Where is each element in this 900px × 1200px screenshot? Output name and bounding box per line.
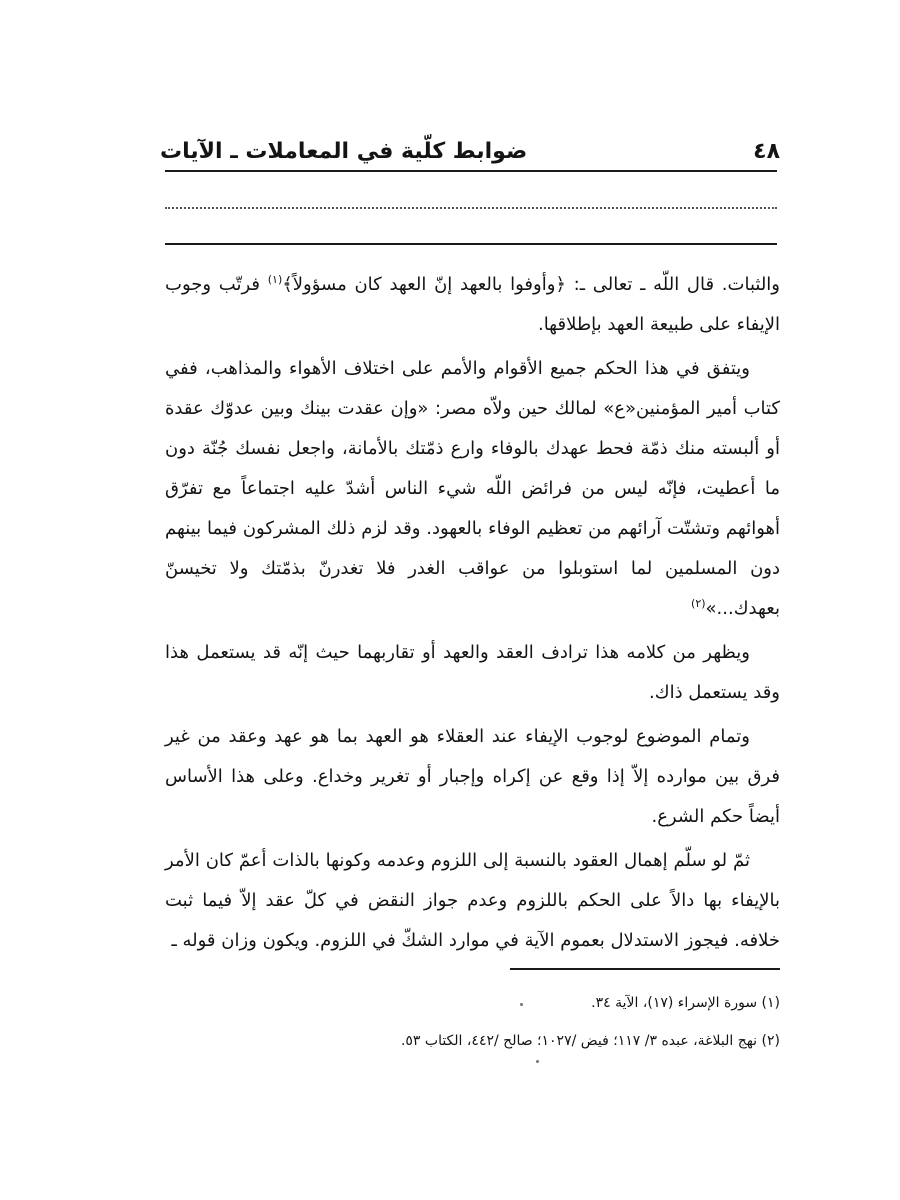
footnotes — [165, 990, 780, 1066]
main-text — [165, 265, 780, 965]
paragraph-text: ويتفق في هذا الحكم جميع الأقوام والأمم على اختلاف الأهواء والمذاهب، ففي كتاب أمير المؤمنين«ع» لمالك حين ولاّه مصر: «وإن عقدت بينك وبين عدوّك عقدة أو ألبسته منك ذمّة فحط عهدك بالوفاء وارع ذمّتك بالأمانة، واجعل نفسك جُنّة دون ما أعطيت، فإنّه ليس من فرائض اللّه شيء الناس أشدّ عليه اجتماعاً مع تفرّق أهوائهم وتشتّت آرائهم من تعظيم الوفاء بالعهود. وقد لزم ذلك المشركون فيما بينهم دون المسلمين لما استوبلوا من عواقب الغدر فلا تغدرنّ بذمّتك ولا تخيسنّ بعهدك...» — [165, 358, 780, 619]
footnote-marker: (٢) — [691, 597, 706, 610]
footnote: (٢) نهج البلاغة، عبده ٣/ ١١٧؛ فيض /١٠٢٧؛ صالح /٤٤٢، الكتاب ٥٣. — [400, 1033, 780, 1049]
paragraph-text: ثمّ لو سلّم إهمال العقود بالنسبة إلى اللزوم وعدمه وكونها بالذات أعمّ كان الأمر بالإيفاء بها دالاً على الحكم باللزوم وعدم جواز النقض في كلّ عقد إلاّ فيما ثبت خلافه. فيجوز الاستدلال بعموم الآية في موارد الشكّ في اللزوم. ويكون وزان قوله ـ — [165, 850, 780, 951]
header-rule-lower — [165, 243, 777, 245]
page-number: ٤٨ — [753, 139, 780, 164]
running-header — [160, 122, 780, 164]
footnote-marker: (١) — [267, 273, 283, 286]
footnote: (١) سورة الإسراء (١٧)، الآية ٣٤. — [591, 995, 780, 1011]
page-title: ضوابط كلّية في المعاملات ـ الآيات — [160, 139, 528, 164]
paragraph-text: ويظهر من كلامه هذا ترادف العقد والعهد أو تقاربهما حيث إنّه قد يستعمل هذا وقد يستعمل ذاك. — [165, 642, 780, 703]
paragraph — [165, 841, 780, 961]
scan-speck — [520, 1003, 523, 1006]
paragraph — [165, 633, 780, 713]
scan-speck — [536, 1060, 539, 1063]
paragraph — [165, 717, 780, 837]
footnote-rule — [510, 968, 780, 970]
paragraph — [165, 349, 780, 629]
dotted-separator — [165, 207, 777, 209]
header-rule — [165, 170, 777, 172]
paragraph-text: والثبات. قال اللّه ـ تعالى ـ: ﴿وأوفوا بالعهد إنّ العهد كان مسؤولاً﴾ — [282, 274, 780, 295]
paragraph-text: وتمام الموضوع لوجوب الإيفاء عند العقلاء هو العهد بما هو عهد وعقد من غير فرق بين موارده إلاّ إذا وقع عن إكراه وإجبار أو تغرير وخداع. وعلى هذا الأساس أيضاً حكم الشرع. — [165, 726, 780, 827]
paragraph — [165, 265, 780, 345]
paragraph-text: فرتّب وجوب الإيفاء على طبيعة العهد بإطلاقها. — [165, 274, 780, 335]
